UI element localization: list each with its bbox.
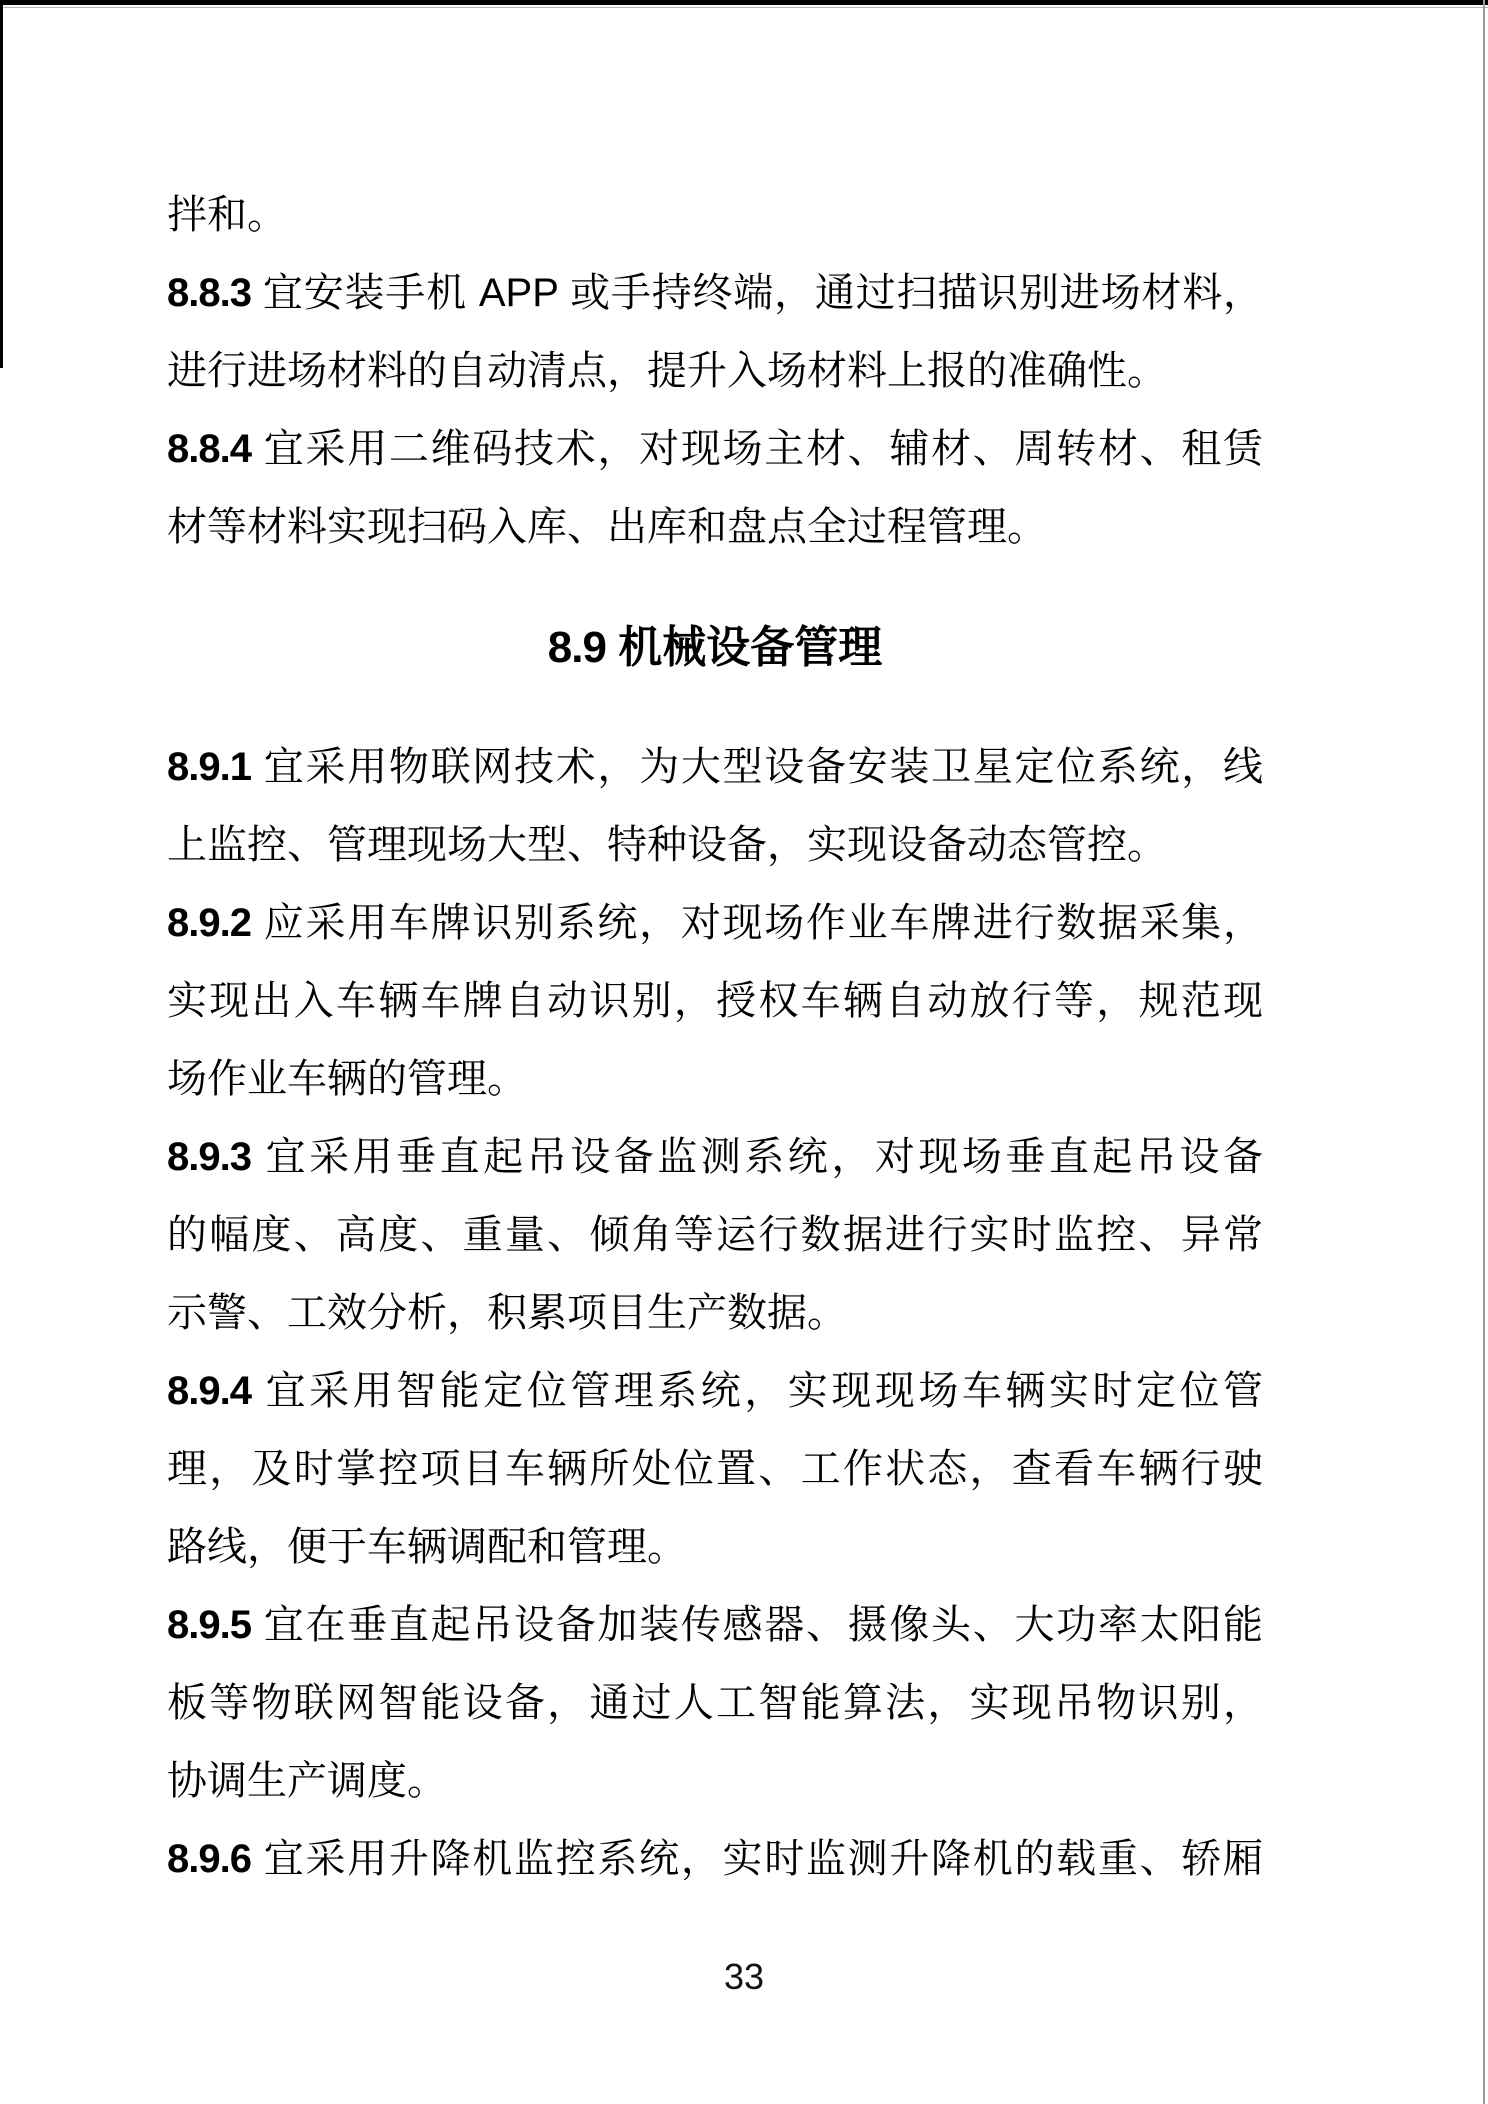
page-top-edge: [0, 0, 1488, 5]
line-text: 上监控、管理现场大型、特种设备，实现设备动态管控。: [167, 823, 1167, 867]
line-text: 宜采用二维码技术，对现场主材、辅材、周转材、租赁: [250, 427, 1263, 471]
line-text: 协调生产调度。: [167, 1759, 447, 1803]
line-text: 进行进场材料的自动清点，提升入场材料上报的准确性。: [167, 349, 1167, 393]
line-text: 宜采用物联网技术，为大型设备安装卫星定位系统，线: [250, 745, 1263, 789]
page-number-text: 33: [723, 1956, 765, 1997]
line-text: 示警、工效分析，积累项目生产数据。: [167, 1291, 847, 1335]
text-line: [167, 1430, 1263, 1508]
text-line: [167, 1664, 1263, 1742]
text-line: [167, 884, 1263, 962]
line-text: 材等材料实现扫码入库、出库和盘点全过程管理。: [167, 505, 1047, 549]
line-text: 实现出入车辆车牌自动识别，授权车辆自动放行等，规范现: [167, 979, 1263, 1023]
text-line: [167, 1508, 1263, 1586]
clause-number: 8.9.6: [167, 1837, 251, 1881]
page-right-edge: [1483, 0, 1485, 2104]
text-line: [167, 962, 1263, 1040]
line-text: 路线，便于车辆调配和管理。: [167, 1525, 687, 1569]
line-text: 应采用车牌识别系统，对现场作业车牌进行数据采集，: [250, 901, 1263, 945]
line-text: 宜安装手机 APP 或手持终端，通过扫描识别进场材料，: [250, 271, 1263, 315]
page-top-edge-shadow: [0, 7, 1488, 8]
text-line: [167, 1586, 1263, 1664]
text-line: [167, 488, 1263, 566]
text-line: [167, 332, 1263, 410]
text-line: [167, 410, 1263, 488]
clause-number: 8.8.3: [167, 271, 251, 315]
clause-number: 8.9.1: [167, 745, 251, 789]
section-title: 机械设备管理: [605, 623, 883, 672]
text-line: [167, 1742, 1263, 1820]
text-line: [167, 1820, 1263, 1898]
line-text: 拌和。: [167, 193, 287, 237]
section-number: 8.9: [547, 623, 606, 672]
line-text: 宜在垂直起吊设备加装传感器、摄像头、大功率太阳能: [250, 1603, 1263, 1647]
line-text: 宜采用智能定位管理系统，实现现场车辆实时定位管: [250, 1369, 1263, 1413]
text-line: [167, 1196, 1263, 1274]
text-line: [167, 1118, 1263, 1196]
line-text: 宜采用升降机监控系统，实时监测升降机的载重、轿厢: [250, 1837, 1263, 1881]
clause-number: 8.9.4: [167, 1369, 251, 1413]
clause-number: 8.9.5: [167, 1603, 251, 1647]
page-number: [0, 1956, 1488, 1998]
text-line: [167, 806, 1263, 884]
text-line: [167, 728, 1263, 806]
document-body: [167, 176, 1263, 1898]
line-text: 板等物联网智能设备，通过人工智能算法，实现吊物识别，: [167, 1681, 1263, 1725]
text-line: [167, 254, 1263, 332]
text-line: [167, 176, 1263, 254]
line-text: 场作业车辆的管理。: [167, 1057, 527, 1101]
text-line: [167, 1352, 1263, 1430]
line-text: 理，及时掌控项目车辆所处位置、工作状态，查看车辆行驶: [167, 1447, 1263, 1491]
text-line: [167, 1040, 1263, 1118]
clause-number: 8.9.2: [167, 901, 251, 945]
text-line: [167, 1274, 1263, 1352]
line-text: 宜采用垂直起吊设备监测系统，对现场垂直起吊设备: [250, 1135, 1263, 1179]
clause-number: 8.9.3: [167, 1135, 251, 1179]
line-text: 的幅度、高度、重量、倾角等运行数据进行实时监控、异常: [167, 1213, 1263, 1257]
page-left-edge: [0, 0, 3, 368]
section-heading: [167, 609, 1263, 687]
clause-number: 8.8.4: [167, 427, 251, 471]
